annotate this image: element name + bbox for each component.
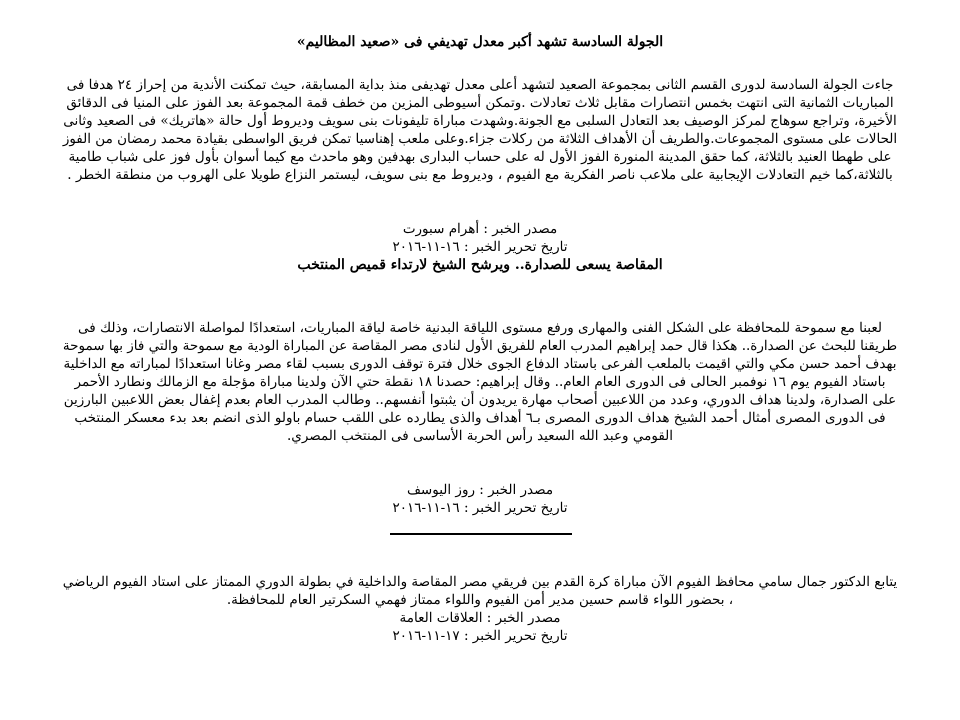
section-divider (390, 533, 572, 535)
article-1-title: الجولة السادسة تشهد أكبر معدل تهديفي فى «صعيد المظاليم» (296, 34, 664, 50)
article-1-source: مصدر الخبر : أهرام سبورت (402, 221, 558, 237)
article-3-source: مصدر الخبر : العلاقات العامة (399, 610, 561, 626)
article-3-date: تاريخ تحرير الخبر : ١٧-١١-٢٠١٦ (392, 628, 568, 644)
article-2-body: لعبنا مع سموحة للمحافظة على الشكل الفنى والمهارى ورفع مستوى اللياقة البدنية خاصة لياقة المباريات، استعدادًا لمواصلة الانتصارات، وذلك فى طريقنا للبحث عن الصدارة.. هكذا قال حمد إبراهيم المدرب العام للفريق الأول لنادى مصر المقاصة عن المباراة الودية مع سموحة والتي فاز بها سموحة بهدف أحمد حسن مكي والتي اقيمت بالملعب الفرعى باستاد الدفاع الجوى خلال فترة توقف الدورى بسبب لقاء مصر وغانا استعدادًا لمباراته مع الداخلية باستاد الفيوم يوم ١٦ نوفمبر الحالى فى الدورى العام العام.. وقال إبراهيم: حصدنا ١٨ نقطة حتي الآن ولدينا مباراة مؤجلة مع الزمالك ونطارد الأحمر على الصدارة، ولدينا هداف الدوري، وعدد من اللاعبين أصحاب مهارة يريدون أن يثبتوا أنفسهم.. وطالب المدرب العام بعدم إغفال بعض اللاعبين البارزين فى الدورى المصرى أمثال أحمد الشيخ هداف الدورى المصرى بـ٦ أهداف والذى يطارده على اللقب حسام باولو الذى انضم بعد بدء معسكر المنتخب القومي وعبد الله السعيد رأس الحربة الأساسى فى المنتخب المصري. (62, 320, 898, 444)
article-2-date: تاريخ تحرير الخبر : ١٦-١١-٢٠١٦ (392, 500, 568, 516)
article-1-body: جاءت الجولة السادسة لدورى القسم الثانى بمجموعة الصعيد لتشهد أعلى معدل تهديفى منذ بداية المسابقة، حيث تمكنت الأندية من إحراز ٢٤ هدفا فى المباريات الثمانية التى انتهت بخمس انتصارات مقابل ثلاث تعادلات .وتمكن أسيوطى المزين من خطف قمة المجموعة بعد الفوز على المنيا فى الدقائق الأخيرة، وتراجع سوهاج لمركز الوصيف بعد التعادل السلبى مع الجونة.وشهدت مباراة تليفونات بنى سويف وديروط أول حالة «هاتريك» فى الصعيد وثانى الحالات على مستوى المجموعات.والطريف أن الأهداف الثلاثة من ركلات جزاء.وعلى ملعب إهناسيا تمكن فريق الواسطى بقيادة محمد رمضان من الفوز على طهطا العنيد بالثلاثة، كما حقق المدينة المنورة الفوز الأول له على حساب البدارى بهدفين وهو ماحدث مع كيما أسوان بأول فوز على شباب طامية بالثلاثة،كما خيم التعادلات الإيجابية على ملاعب ناصر الفكرية مع الفيوم ، وديروط مع بنى سويف، ليستمر النزاع طويلا على الهروب من منطقة الخطر . (62, 77, 898, 183)
article-1-date: تاريخ تحرير الخبر : ١٦-١١-٢٠١٦ (392, 239, 568, 255)
article-2-source: مصدر الخبر : روز اليوسف (406, 482, 554, 498)
article-3-body: يتابع الدكتور جمال سامي محافظ الفيوم الآن مباراة كرة القدم بين فريقي مصر المقاصة والداخلية في بطولة الدوري الممتاز على استاد الفيوم الرياضي ، بحضور اللواء قاسم حسين مدير أمن الفيوم واللواء ممتاز فهمي السكرتير العام للمحافظة. (62, 574, 898, 608)
article-2-title: المقاصة يسعى للصدارة.. ويرشح الشيخ لارتداء قميص المنتخب (297, 257, 663, 273)
